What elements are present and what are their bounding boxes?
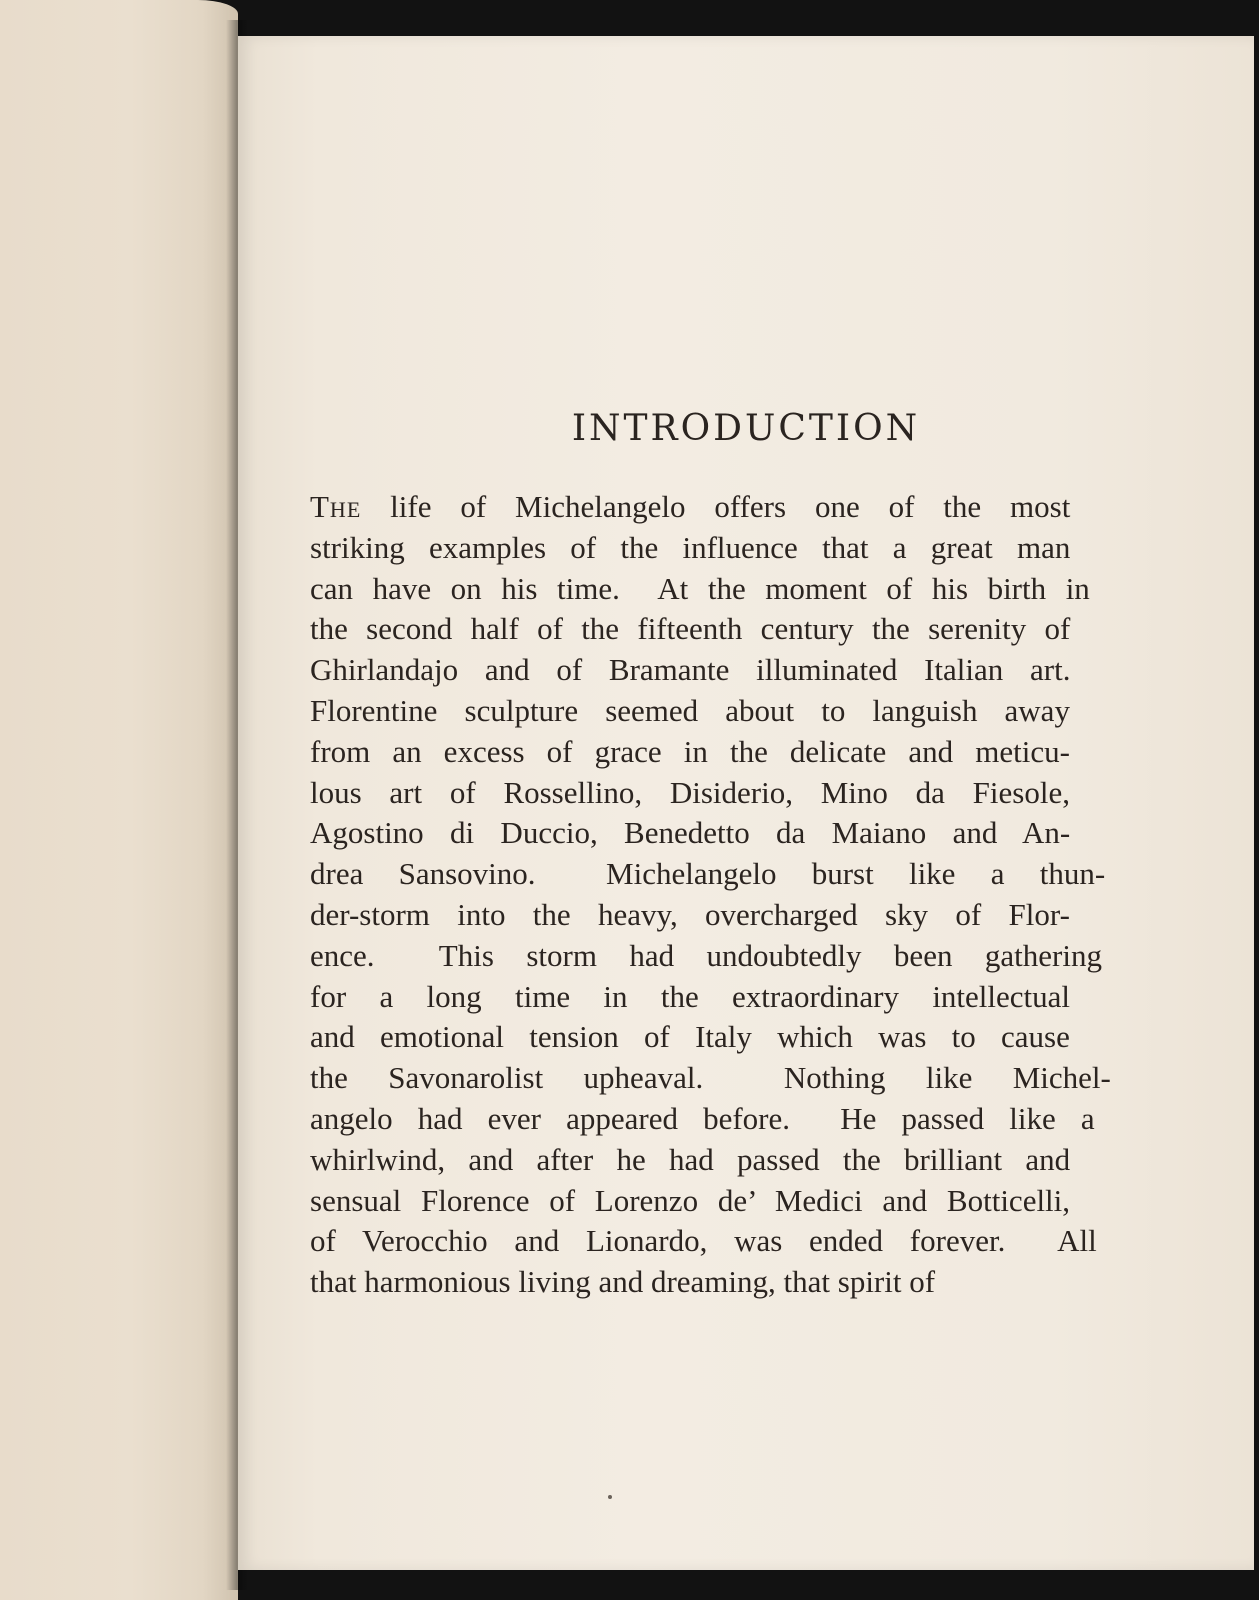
text-line: the Savonarolist upheaval. Nothing like Michel- (310, 1060, 1111, 1096)
text-line: ence. This storm had undoubtedly been gathering (310, 937, 1102, 973)
text-line: for a long time in the extraordinary intellectual (310, 978, 1071, 1014)
text-line: that harmonious living and dreaming, that spirit of (310, 1264, 936, 1300)
chapter-title: INTRODUCTION (571, 408, 921, 449)
text-line: angelo had ever appeared before. He passed like a (310, 1100, 1095, 1136)
body-text (310, 487, 1111, 1303)
left-page (0, 0, 238, 1600)
text-line: lous art of Rossellino, Disiderio, Mino da Fiesole, (310, 774, 1070, 810)
page-dot (608, 1495, 612, 1499)
text-line: der-storm into the heavy, overcharged sky of Flor- (310, 896, 1070, 932)
text-line: can have on his time. At the moment of his birth in (310, 570, 1090, 606)
text-line: sensual Florence of Lorenzo de’ Medici and Botticelli, (310, 1182, 1071, 1218)
text-line: drea Sansovino. Michelangelo burst like a thun- (310, 856, 1106, 892)
text-line: Ghirlandajo and of Bramante illuminated Italian art. (310, 652, 1071, 688)
text-line: striking examples of the influence that a great man (310, 529, 1071, 565)
text-line: Florentine sculpture seemed about to languish away (310, 692, 1070, 728)
text-line: the second half of the fifteenth century the serenity of (310, 611, 1071, 647)
text-line: Agostino di Duccio, Benedetto da Maiano and An- (310, 815, 1071, 851)
text-line: whirlwind, and after he had passed the brilliant and (310, 1141, 1071, 1177)
text-line: and emotional tension of Italy which was to cause (310, 1019, 1070, 1055)
text-line: from an excess of grace in the delicate and meticu- (310, 733, 1070, 769)
lead-word: The (310, 489, 362, 524)
text-line: The life of Michelangelo offers one of the most (310, 489, 1071, 524)
text-line: of Verocchio and Lionardo, was ended forever. All (310, 1223, 1097, 1259)
